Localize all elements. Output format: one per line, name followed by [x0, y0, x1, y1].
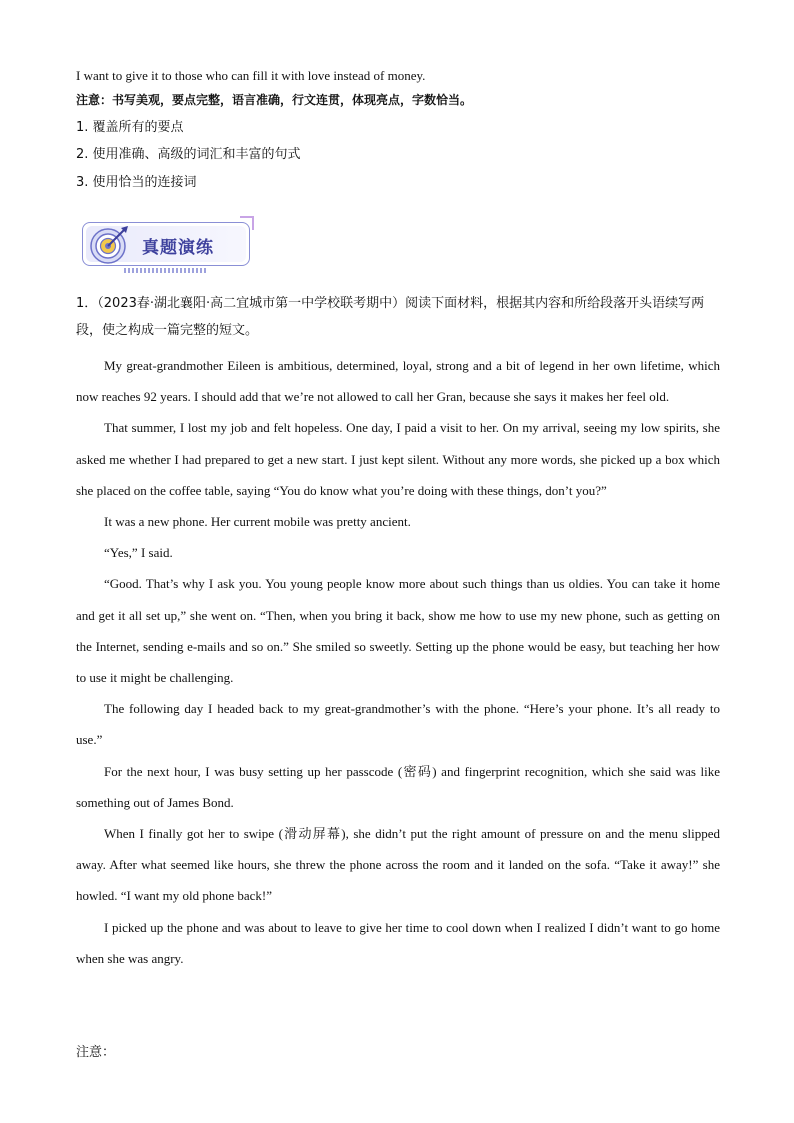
banner-corner-decoration	[240, 216, 254, 230]
banner-stripes	[124, 268, 206, 273]
writing-note: 注意：书写美观，要点完整，语言准确，行文连贯，体现亮点，字数恰当。	[76, 93, 473, 107]
passage-paragraph: My great-grandmother Eileen is ambitious, determined, loyal, strong and a bit of legend in her own lifetime, which now reaches 92 years. I should add that we’re not allowed to call her Gran, because she says it makes her feel old.	[76, 358, 720, 405]
intro-english-line: I want to give it to those who can fill it with love instead of money.	[76, 68, 426, 83]
banner-title: 真题演练	[142, 238, 214, 258]
requirement-item: 1. 覆盖所有的要点	[76, 120, 184, 135]
target-icon	[88, 224, 130, 266]
passage-paragraph: “Good. That’s why I ask you. You young people know more about such things than us oldies. You can take it home and get it all set up,” she went on. “Then, when you bring it back, show me how to use my new phone, such as getting on the Internet, sending e-mails and so on.” She smiled so sweetly. Setting up the phone would be easy, but teaching her how to use it might be challenging.	[76, 576, 720, 686]
passage-paragraph: I picked up the phone and was about to leave to give her time to cool down when I realized I didn’t want to go home when she was angry.	[76, 919, 720, 966]
reading-passage	[76, 350, 720, 974]
passage-paragraph: For the next hour, I was busy setting up her passcode (密码) and fingerprint recognition, which she said was like something out of James Bond.	[76, 763, 720, 810]
passage-paragraph: When I finally got her to swipe (滑动屏幕), she didn’t put the right amount of pressure on and the menu slipped away. After what seemed like hours, she threw the phone across the room and it landed on the sofa. “Take it away!” she howled. “I want my old phone back!”	[76, 826, 720, 904]
notice-label: 注意：	[76, 1045, 116, 1060]
passage-paragraph: That summer, I lost my job and felt hopeless. One day, I paid a visit to her. On my arrival, seeing my low spirits, she asked me whether I had prepared to get a new start. I just kept silent. Without any more words, she picked up a box which she placed on the coffee table, saying “You do know what you’re doing with these things, don’t you?”	[76, 420, 720, 498]
requirement-item: 3. 使用恰当的连接词	[76, 175, 197, 190]
question-prompt: 1．（2023春·湖北襄阳·高二宜城市第一中学校联考期中）阅读下面材料，根据其内容和所给段落开头语续写两段，使之构成一篇完整的短文。	[76, 296, 705, 338]
requirement-item: 2. 使用准确、高级的词汇和丰富的句式	[76, 147, 301, 162]
passage-paragraph: It was a new phone. Her current mobile was pretty ancient.	[104, 514, 411, 530]
passage-paragraph: “Yes,” I said.	[104, 545, 173, 561]
section-banner	[76, 214, 254, 274]
passage-paragraph: The following day I headed back to my great-grandmother’s with the phone. “Here’s your phone. It’s all ready to use.”	[76, 701, 720, 748]
